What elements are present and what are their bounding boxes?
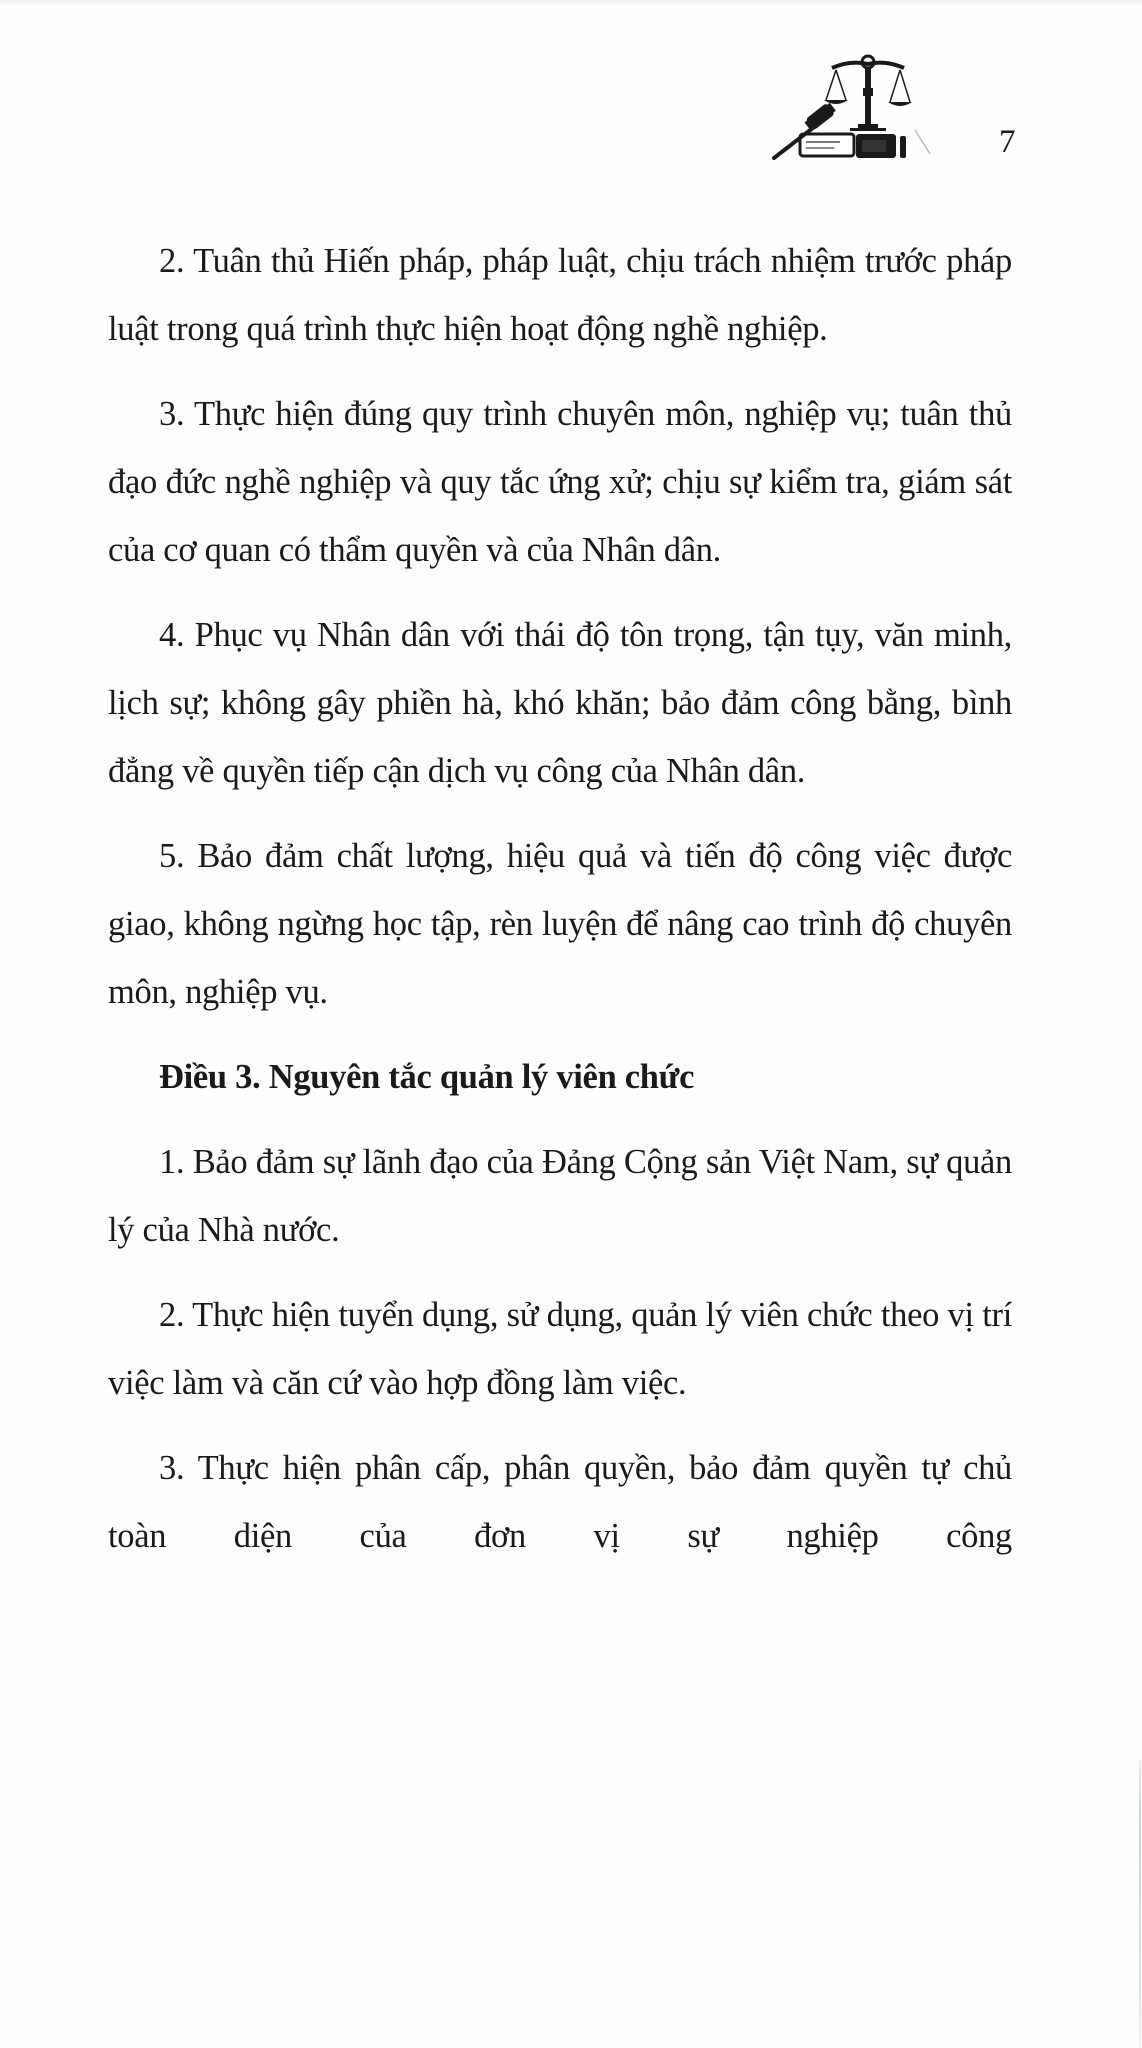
clause-paragraph: 4. Phục vụ Nhân dân với thái độ tôn trọng, tận tụy, văn minh, lịch sự; không gây phiền hà, khó khăn; bảo đảm công bằng, bình đẳng về quyền tiếp cận dịch vụ công của Nhân dân. (108, 616, 1012, 790)
clause-paragraph: 2. Tuân thủ Hiến pháp, pháp luật, chịu trách nhiệm trước pháp luật trong quá trình thực hiện hoạt động nghề nghiệp. (108, 242, 1012, 348)
clause-paragraph: 3. Thực hiện đúng quy trình chuyên môn, nghiệp vụ; tuân thủ đạo đức nghề nghiệp và quy tắc ứng xử; chịu sự kiểm tra, giám sát của cơ quan có thẩm quyền và của Nhân dân. (108, 395, 1012, 569)
article-heading: Điều 3. Nguyên tắc quản lý viên chức (159, 1058, 695, 1096)
running-header (770, 54, 1030, 164)
clause-paragraph: 2. Thực hiện tuyển dụng, sử dụng, quản lý viên chức theo vị trí việc làm và căn cứ vào hợp đồng làm việc. (108, 1296, 1012, 1402)
scan-edge-right (1139, 1760, 1141, 2048)
clause-paragraph: 1. Bảo đảm sự lãnh đạo của Đảng Cộng sản Việt Nam, sự quản lý của Nhà nước. (108, 1143, 1012, 1249)
clause-paragraph-continued: 3. Thực hiện phân cấp, phân quyền, bảo đảm quyền tự chủ toàn diện của đơn vị sự nghiệp công (108, 1449, 1012, 1555)
scales-of-justice-gavel-icon (770, 54, 940, 164)
body-text (108, 227, 1012, 1587)
scan-shadow-top (0, 0, 1142, 6)
clause-paragraph: 5. Bảo đảm chất lượng, hiệu quả và tiến độ công việc được giao, không ngừng học tập, rèn luyện để nâng cao trình độ chuyên môn, nghiệp vụ. (108, 837, 1012, 1011)
page-number: 7 (999, 124, 1016, 160)
